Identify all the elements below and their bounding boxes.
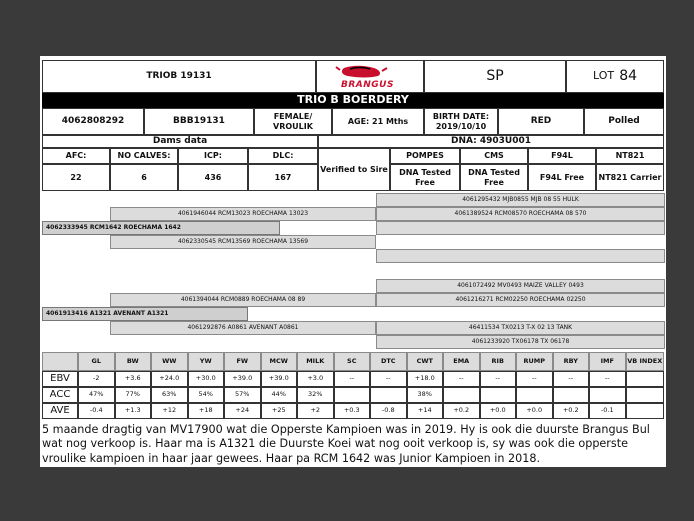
ebv-value-cell xyxy=(443,387,480,403)
ebv-col-header: VB INDEX xyxy=(626,352,665,371)
ebv-value-cell: -- xyxy=(334,371,371,387)
lot-description: 5 maande dragtig van MV17900 wat die Opperste Kampioen was in 2019. Hy is ook die duurste Brangus Bul wat nog verkoop is. Haar ma is A1321 die Duurste Koei wat nog ooit verkoop is, sy was ook die opperste vroulike kampioen in haar jaar gewees. Haar pa RCM 1642 was Junior Kampioen in 2018. xyxy=(42,423,650,465)
animal-sex: FEMALE/ VROULIK xyxy=(254,108,332,135)
animal-id: 4062808292 xyxy=(42,108,144,135)
ebv-value-cell: -0.1 xyxy=(589,403,626,419)
ebv-col-header: WW xyxy=(151,352,188,371)
ebv-value-cell: +30.0 xyxy=(188,371,225,387)
ebv-col-header: RIB xyxy=(480,352,517,371)
ebv-value-cell xyxy=(480,387,517,403)
pedigree-dam-granddam: 4061292876 A0861 AVENANT A0861 xyxy=(110,321,376,335)
ebv-value-cell: +18.0 xyxy=(407,371,444,387)
ebv-value-cell: -- xyxy=(370,371,407,387)
ebv-value-cell: +24 xyxy=(224,403,261,419)
ebv-col-header: RUMP xyxy=(516,352,553,371)
pompes-value: DNA Tested Free xyxy=(390,164,460,191)
lot-sheet xyxy=(40,56,666,467)
pedigree-sire-granddam: 4062330545 RCM13569 ROECHAMA 13569 xyxy=(110,235,376,249)
ebv-value-cell: 77% xyxy=(115,387,152,403)
ebv-col-header: MCW xyxy=(261,352,298,371)
ebv-value-cell: -- xyxy=(443,371,480,387)
ebv-value-cell: -- xyxy=(589,371,626,387)
ebv-value-cell: +3.6 xyxy=(115,371,152,387)
logo-text: BRANGUS xyxy=(341,80,394,90)
ebv-col-header: BW xyxy=(115,352,152,371)
breeder-title: TRIO B BOERDERY xyxy=(42,93,664,108)
animal-code: BBB19131 xyxy=(144,108,254,135)
animal-horn: Polled xyxy=(584,108,664,135)
pedigree-dam-grandsire: 4061394044 RCM0889 ROECHAMA 08 89 xyxy=(110,293,376,307)
triob-id: TRIOB 19131 xyxy=(42,60,316,93)
ebv-value-cell xyxy=(516,387,553,403)
ebv-value-cell: 54% xyxy=(188,387,225,403)
ebv-col-header: DTC xyxy=(370,352,407,371)
ebv-row-label: AVE xyxy=(42,403,78,419)
dlc-header: DLC: xyxy=(248,148,318,164)
ebv-value-cell: -- xyxy=(516,371,553,387)
ebv-value-cell: -- xyxy=(553,371,590,387)
ebv-value-cell: +2 xyxy=(297,403,334,419)
afc-value: 22 xyxy=(42,164,110,191)
birth-date-label: BIRTH DATE: xyxy=(432,112,490,122)
ebv-value-cell: +24.0 xyxy=(151,371,188,387)
pedigree-dam: 4061913416 A1321 AVENANT A1321 xyxy=(42,307,248,321)
animal-color: RED xyxy=(498,108,584,135)
ebv-row-label: ACC xyxy=(42,387,78,403)
pedigree-dam-great-granddam-1: 4061216271 RCM02250 ROECHAMA 02250 xyxy=(376,293,665,307)
ebv-value-cell xyxy=(370,387,407,403)
ebv-col-header: EMA xyxy=(443,352,480,371)
cms-value: DNA Tested Free xyxy=(460,164,528,191)
pedigree-sire-great-grandsire: 4061295432 MJB0855 MJB 08 55 HULK xyxy=(376,193,665,207)
ebv-value-cell xyxy=(626,371,665,387)
ebv-col-header: GL xyxy=(78,352,115,371)
ebv-value-cell: +0.2 xyxy=(553,403,590,419)
animal-age: AGE: 21 Mths xyxy=(332,108,424,135)
verified-to-sire: Verified to Sire xyxy=(318,148,390,191)
pedigree-sire: 4062333945 RCM1642 ROECHAMA 1642 xyxy=(42,221,280,235)
lot-number: 84 xyxy=(619,68,638,85)
ebv-value-cell: -- xyxy=(480,371,517,387)
birth-date-box xyxy=(424,108,498,135)
ebv-value-cell: +0.3 xyxy=(334,403,371,419)
birth-date: 2019/10/10 xyxy=(435,121,487,131)
ebv-col-header: RBY xyxy=(553,352,590,371)
pedigree-sire-great-granddam: 4061389524 RCM08570 ROECHAMA 08 570 xyxy=(376,207,665,221)
ebv-value-cell xyxy=(626,403,665,419)
ebv-value-cell: +12 xyxy=(151,403,188,419)
ebv-col-header: IMF xyxy=(589,352,626,371)
nt821-header: NT821 xyxy=(596,148,664,164)
lot-label: LOT xyxy=(592,69,615,83)
pedigree-dam-great-grandsire-1: 4061072492 MV0493 MAIZE VALLEY 0493 xyxy=(376,279,665,293)
pedigree-dam-great-granddam-2: 4061233920 TX06178 TX 06178 xyxy=(376,335,665,349)
ebv-value-cell: +39.0 xyxy=(224,371,261,387)
nt821-value: NT821 Carrier xyxy=(596,164,664,191)
ebv-col-header: FW xyxy=(224,352,261,371)
ebv-value-cell: +14 xyxy=(407,403,444,419)
ebv-value-cell: 57% xyxy=(224,387,261,403)
dlc-value: 167 xyxy=(248,164,318,191)
ebv-value-cell: +18 xyxy=(188,403,225,419)
ebv-value-cell xyxy=(553,387,590,403)
lot-box xyxy=(566,60,664,93)
ebv-value-cell xyxy=(589,387,626,403)
ebv-value-cell xyxy=(626,387,665,403)
ebv-col-header: YW xyxy=(188,352,225,371)
icp-value: 436 xyxy=(178,164,248,191)
ebv-value-cell: +0.2 xyxy=(443,403,480,419)
ebv-value-cell: +25 xyxy=(261,403,298,419)
brangus-logo xyxy=(316,60,424,93)
dna-code: DNA: 4903U001 xyxy=(318,135,664,148)
pedigree-dam-great-grandsire-2: 46411534 TX0213 T-X 02 13 TANK xyxy=(376,321,665,335)
ebv-value-cell: -2 xyxy=(78,371,115,387)
ebv-value-cell xyxy=(334,387,371,403)
f94l-header: F94L xyxy=(528,148,596,164)
ebv-value-cell: -0.8 xyxy=(370,403,407,419)
ebv-value-cell: +1.3 xyxy=(115,403,152,419)
dams-data-heading: Dams data xyxy=(42,135,318,148)
ebv-value-cell: 32% xyxy=(297,387,334,403)
ebv-value-cell: +0.0 xyxy=(516,403,553,419)
afc-header: AFC: xyxy=(42,148,110,164)
pedigree-blank-1 xyxy=(376,221,665,235)
sp-code: SP xyxy=(424,60,566,93)
ebv-value-cell: -0.4 xyxy=(78,403,115,419)
ebv-row-label: EBV xyxy=(42,371,78,387)
icp-header: ICP: xyxy=(178,148,248,164)
pompes-header: POMPES xyxy=(390,148,460,164)
ebv-col-header: MILK xyxy=(297,352,334,371)
ebv-col-header: SC xyxy=(334,352,371,371)
pedigree-blank-2 xyxy=(376,249,665,263)
ebv-value-cell: 38% xyxy=(407,387,444,403)
ebv-value-cell: 47% xyxy=(78,387,115,403)
ebv-col-header: CWT xyxy=(407,352,444,371)
cms-header: CMS xyxy=(460,148,528,164)
pedigree-sire-grandsire: 4061946044 RCM13023 ROECHAMA 13023 xyxy=(110,207,376,221)
ebv-value-cell: 44% xyxy=(261,387,298,403)
calves-header: NO CALVES: xyxy=(110,148,178,164)
calves-value: 6 xyxy=(110,164,178,191)
ebv-value-cell: 63% xyxy=(151,387,188,403)
ebv-corner-cell xyxy=(42,352,78,371)
ebv-value-cell: +39.0 xyxy=(261,371,298,387)
ebv-value-cell: +0.0 xyxy=(480,403,517,419)
f94l-value: F94L Free xyxy=(528,164,596,191)
ebv-value-cell: +3.0 xyxy=(297,371,334,387)
